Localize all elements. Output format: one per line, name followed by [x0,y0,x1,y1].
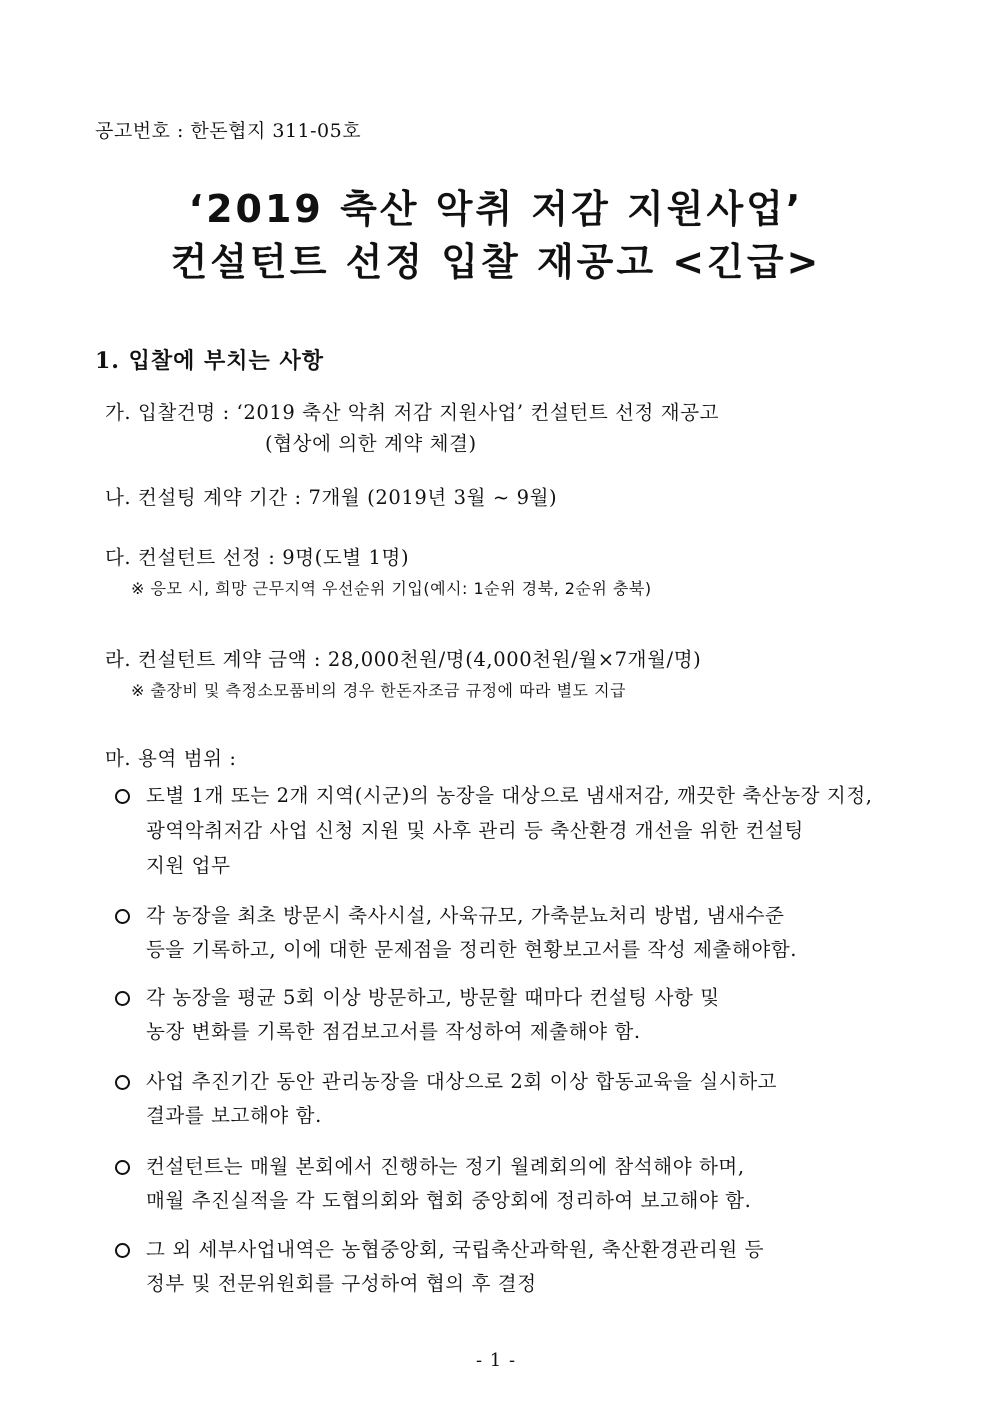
circle-bullet-icon [115,789,130,804]
scope-bullet-4-line-1: 사업 추진기간 동안 관리농장을 대상으로 2회 이상 합동교육을 실시하고 [146,1070,778,1093]
page-number: - 1 - [475,1350,517,1371]
item-ga-line-2: (협상에 의한 계약 체결) [265,432,477,455]
item-da-line: 다. 컨설턴트 선정 : 9명(도별 1명) [105,546,410,569]
scope-bullet-5-line-1: 컨설턴트는 매월 본회에서 진행하는 정기 월례회의에 참석해야 하며, [146,1155,745,1178]
circle-bullet-icon [115,1160,130,1175]
section-heading: 1. 입찰에 부치는 사항 [95,348,324,374]
scope-bullet-1-line-2: 광역악취저감 사업 신청 지원 및 사후 관리 등 축산환경 개선을 위한 컨설팅 [146,819,804,842]
scope-bullet-4-line-2: 결과를 보고해야 함. [146,1104,322,1127]
scope-bullet-1-line-1: 도별 1개 또는 2개 지역(시군)의 농장을 대상으로 냄새저감, 깨끗한 축산농장 지정, [146,784,873,807]
item-ga-line-1: 가. 입찰건명 : ‘2019 축산 악취 저감 지원사업’ 컨설턴트 선정 재공고 [105,401,720,424]
scope-bullet-1-line-3: 지원 업무 [146,854,231,877]
document-title-line-1: ‘2019 축산 악취 저감 지원사업’ [188,187,804,231]
item-ma-heading: 마. 용역 범위 : [105,747,237,770]
circle-bullet-icon [115,1075,130,1090]
circle-bullet-icon [115,991,130,1006]
scope-bullet-2-line-2: 등을 기록하고, 이에 대한 문제점을 정리한 현황보고서를 작성 제출해야함. [146,938,798,961]
item-na-line: 나. 컨설팅 계약 기간 : 7개월 (2019년 3월 ~ 9월) [105,486,558,509]
item-ra-note: ※ 출장비 및 측정소모품비의 경우 한돈자조금 규정에 따라 별도 지급 [131,681,626,700]
scope-bullet-3-line-1: 각 농장을 평균 5회 이상 방문하고, 방문할 때마다 컨설팅 사항 및 [146,986,720,1009]
scope-bullet-5-line-2: 매월 추진실적을 각 도협의회와 협회 중앙회에 정리하여 보고해야 함. [146,1189,752,1212]
notice-number: 공고번호 : 한돈협지 311-05호 [95,120,362,142]
scope-bullet-2-line-1: 각 농장을 최초 방문시 축사시설, 사육규모, 가축분뇨처리 방법, 냄새수준 [146,904,785,927]
item-da-note: ※ 응모 시, 희망 근무지역 우선순위 기입(예시: 1순위 경북, 2순위 충북) [131,579,652,598]
circle-bullet-icon [115,909,130,924]
document-title-line-2: 컨설턴트 선정 입찰 재공고 <긴급> [170,240,822,284]
scope-bullet-3-line-2: 농장 변화를 기록한 점검보고서를 작성하여 제출해야 함. [146,1020,641,1043]
item-ra-line: 라. 컨설턴트 계약 금액 : 28,000천원/명(4,000천원/월×7개월/명) [105,648,702,671]
scope-bullet-6-line-2: 정부 및 전문위원회를 구성하여 협의 후 결정 [146,1272,537,1295]
circle-bullet-icon [115,1243,130,1258]
scope-bullet-6-line-1: 그 외 세부사업내역은 농협중앙회, 국립축산과학원, 축산환경관리원 등 [146,1238,765,1261]
